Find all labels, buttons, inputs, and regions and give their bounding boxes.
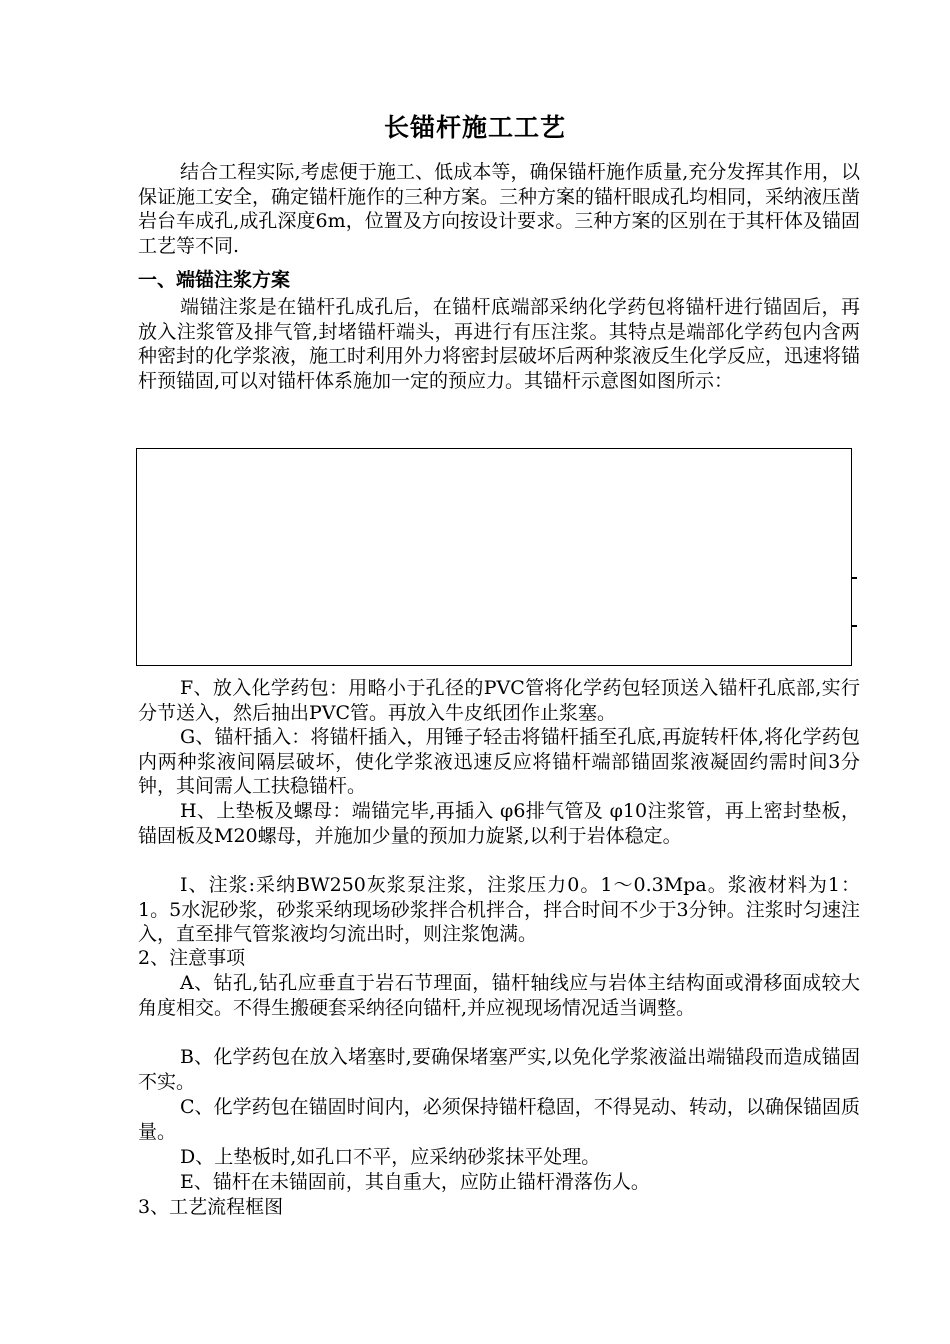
figure-edge-mark	[851, 625, 857, 627]
note-a-paragraph: A、钻孔,钻孔应垂直于岩石节理面，锚杆轴线应与岩体主结构面或滑移面成较大角度相交。不得生搬硬套采纳径向锚杆,并应视现场情况适当调整。	[138, 972, 860, 1019]
figure-edge-mark	[851, 577, 857, 579]
note-c-paragraph: C、化学药包在锚固时间内，必须保持锚杆稳固，不得晃动、转动，以确保锚固质量。	[138, 1096, 860, 1143]
section2-heading: 2、注意事项	[138, 947, 246, 969]
step-f-paragraph: F、放入化学药包：用略小于孔径的PVC管将化学药包轻顶送入锚杆孔底部,实行分节送入，然后抽出PVC管。再放入牛皮纸团作止浆塞。	[138, 677, 860, 724]
section1-heading: 一、端锚注浆方案	[138, 269, 291, 291]
step-h-paragraph: H、上垫板及螺母：端锚完毕,再插入 φ6排气管及 φ10注浆管，再上密封垫板，锚固板及M20螺母，并施加少量的预加力旋紧,以利于岩体稳定。	[138, 800, 860, 847]
note-d-paragraph: D、上垫板时,如孔口不平，应采纳砂浆抹平处理。	[180, 1146, 601, 1168]
section1-paragraph: 端锚注浆是在锚杆孔成孔后，在锚杆底端部采纳化学药包将锚杆进行锚固后，再放入注浆管及排气管,封堵锚杆端头，再进行有压注浆。其特点是端部化学药包内含两种密封的化学浆液，施工时利用外力将密封层破坏后两种浆液反生化学反应，迅速将锚杆预锚固,可以对锚杆体系施加一定的预应力。其锚杆示意图如图所示：	[138, 296, 861, 392]
document-title: 长锚杆施工工艺	[383, 113, 566, 142]
section3-heading: 3、工艺流程框图	[138, 1196, 284, 1218]
step-g-paragraph: G、锚杆插入：将锚杆插入，用锤子轻击将锚杆插至孔底,再旋转杆体,将化学药包内两种浆液间隔层破坏，使化学浆液迅速反应将锚杆端部锚固浆液凝固约需时间3分钟，其间需人工扶稳锚杆。	[138, 726, 860, 797]
note-e-paragraph: E、锚杆在未锚固前，其自重大，应防止锚杆滑落伤人。	[180, 1171, 650, 1193]
step-i-paragraph: I、注浆:采纳BW250灰浆泵注浆，注浆压力0。1～0.3Mpa。浆液材料为1：1。5水泥砂浆，砂浆采纳现场砂浆拌合机拌合，拌合时间不少于3分钟。注浆时匀速注入，直至排气管浆液均匀流出时，则注浆饱满。	[138, 874, 860, 945]
intro-paragraph: 结合工程实际,考虑便于施工、低成本等，确保锚杆施作质量,充分发挥其作用，以保证施工安全，确定锚杆施作的三种方案。三种方案的锚杆眼成孔均相同，采纳液压凿岩台车成孔,成孔深度6m，位置及方向按设计要求。三种方案的区别在于其杆体及锚固工艺等不同.	[138, 161, 861, 257]
anchor-diagram-figure	[136, 448, 852, 666]
note-b-paragraph: B、化学药包在放入堵塞时,要确保堵塞严实,以免化学浆液溢出端锚段而造成锚固不实。	[138, 1046, 860, 1093]
